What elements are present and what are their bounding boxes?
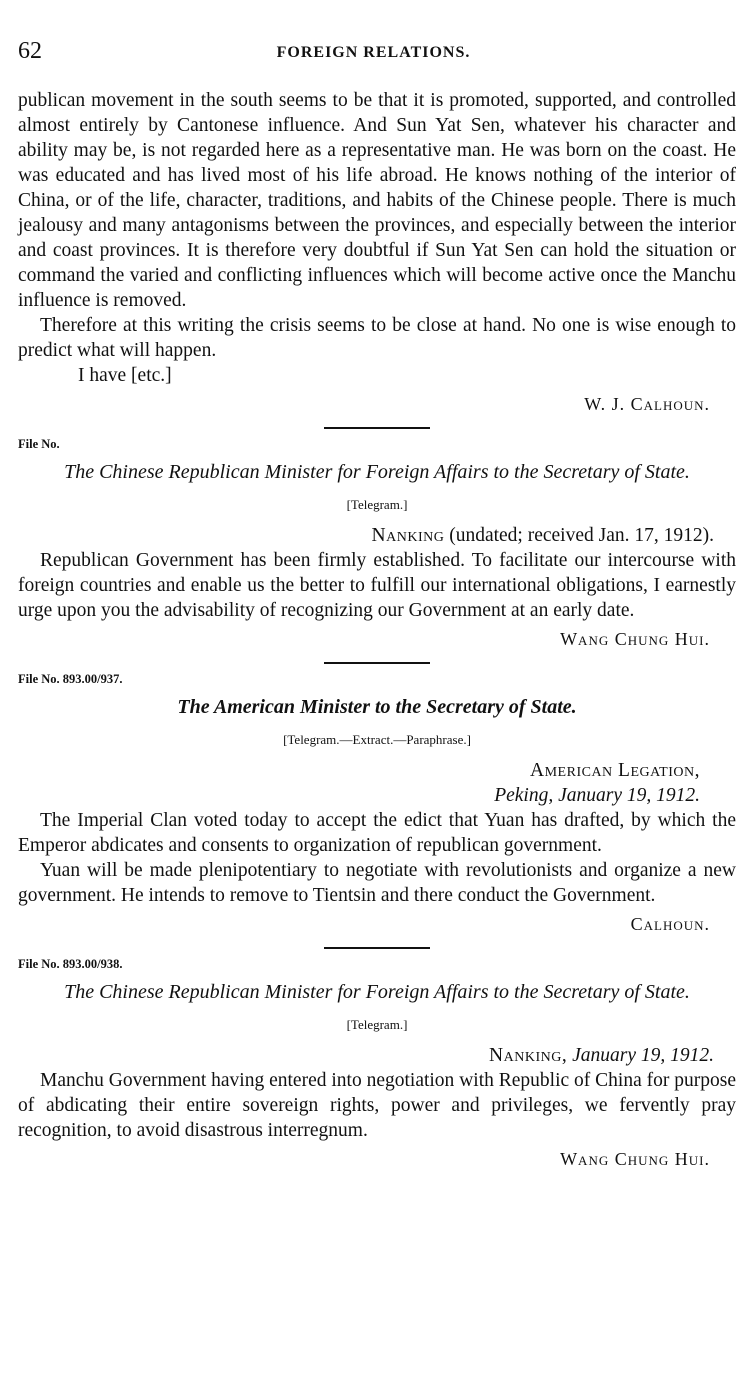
doc3-title: The Chinese Republican Minister for Foreign Affairs to the Secretary of State.	[64, 981, 690, 1003]
doc1-note: [Telegram.]	[346, 497, 408, 512]
doc3-dateline-date: January 19, 1912.	[572, 1045, 714, 1066]
doc3-body: Manchu Government having entered into negotiation with Republic of China for purpose of abdicating their entire sovereign rights, power and privileges, we fervently pray recognition, to avoid disastrous interregnum.	[18, 1070, 736, 1141]
doc2-dateline-date: Peking, January 19, 1912.	[494, 785, 700, 806]
doc3-file-no: File No. 893.00/938.	[18, 957, 123, 971]
intro-paragraph-2: Therefore at this writing the crisis seems to be close at hand. No one is wise enough to predict what will happen.	[18, 315, 736, 361]
section-divider	[324, 427, 430, 429]
page-number: 62	[18, 38, 42, 64]
doc2-dateline-place	[18, 758, 700, 783]
intro-signature: W. J. Calhoun.	[584, 394, 710, 414]
doc1-dateline-rest: (undated; received Jan. 17, 1912).	[449, 525, 714, 546]
intro-closing: I have [etc.]	[78, 365, 172, 386]
section-divider	[324, 947, 430, 949]
doc2-body-2: Yuan will be made plenipotentiary to negotiate with revolutionists and organize a new government. He intends to remove to Tientsin and there conduct the Government.	[18, 860, 736, 906]
doc2-title	[58, 695, 696, 720]
doc3-dateline-place: Nanking,	[489, 1045, 568, 1066]
page-header	[18, 38, 729, 68]
doc2-note: [Telegram.—Extract.—Paraphrase.]	[283, 732, 471, 747]
doc1-title: The Chinese Republican Minister for Foreign Affairs to the Secretary of State.	[64, 461, 690, 483]
doc1-dateline-place: Nanking	[371, 525, 445, 546]
running-head: FOREIGN RELATIONS.	[276, 44, 471, 61]
doc1-body: Republican Government has been firmly established. To facilitate our intercourse with foreign countries and enable us the better to fulfill our international obligations, I earnestly urge upon you the advisability of recognizing our Government at an early date.	[18, 550, 736, 621]
section-divider	[324, 662, 430, 664]
doc2-signature: Calhoun.	[630, 914, 710, 934]
doc2-dateline-place-text: American Legation,	[530, 760, 700, 781]
doc3-dateline	[18, 1043, 714, 1068]
doc2-body-1: The Imperial Clan voted today to accept the edict that Yuan has drafted, by which the Emperor abdicates and consents to organization of republican government.	[18, 810, 736, 856]
doc1-file-no: File No.	[18, 437, 60, 451]
doc3-note: [Telegram.]	[346, 1017, 408, 1032]
page-content	[18, 88, 736, 1170]
doc2-file-no: File No. 893.00/937.	[18, 672, 123, 686]
doc2-title-text: The American Minister to the Secretary of State.	[177, 696, 577, 718]
doc1-signature: Wang Chung Hui.	[560, 629, 710, 649]
intro-paragraph-1: publican movement in the south seems to be that it is promoted, supported, and controlled almost entirely by Cantonese influence. And Sun Yat Sen, whatever his character and ability may be, is not regarded here as a representative man. He was born on the coast. He was educated and has lived most of his life abroad. He knows nothing of the interior of China, or of the life, character, traditions, and habits of the Chinese people. There is much jealousy and many antagonisms between the provinces, and especially between the interior and coast provinces. It is therefore very doubtful if Sun Yat Sen can hold the situation or command the varied and conflicting influences which will become active once the Manchu influence is removed.	[18, 90, 736, 311]
doc1-dateline	[18, 523, 714, 548]
doc3-signature: Wang Chung Hui.	[560, 1149, 710, 1169]
